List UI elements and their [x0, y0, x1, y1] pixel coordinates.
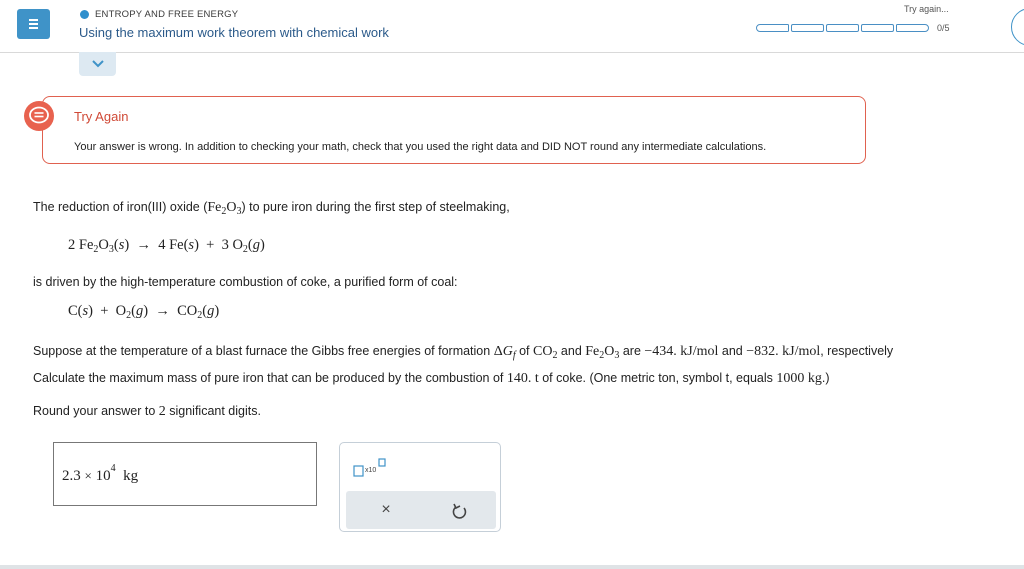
undo-button[interactable] [450, 501, 470, 521]
tools-action-bar [346, 491, 496, 529]
answer-base: 10 [95, 468, 111, 484]
try-again-label: Try again... [904, 4, 949, 14]
collapse-toggle-button[interactable] [79, 52, 116, 76]
question-round-text [33, 404, 261, 420]
question-suppose-text [33, 344, 893, 361]
progress-segment [756, 24, 789, 32]
math-tools-panel [339, 442, 501, 532]
feedback-title: Try Again [74, 109, 129, 124]
gibbs-value-fe2o3: −832. kJ/mol [746, 344, 821, 359]
page-title: Using the maximum work theorem with chemical work [79, 25, 389, 40]
suppose-text-b: of [515, 344, 533, 358]
answer-unit: kg [123, 468, 139, 484]
fe2o3-formula: $Fe_2O_3$ [207, 200, 242, 217]
calc-text-b: of coke. (One metric ton, symbol t, equals [538, 371, 777, 385]
gibbs-value-co2: −434. kJ/mol [644, 344, 719, 359]
suppose-text-c: and [557, 344, 586, 358]
answer-input[interactable] [53, 442, 317, 506]
sig-digits-value: 2 [158, 404, 166, 419]
menu-icon-line [29, 23, 38, 25]
x10-label: x10 [365, 467, 377, 474]
round-text-a: Round your answer to [33, 404, 159, 418]
coke-mass-value: 140. t [506, 371, 539, 386]
bottom-divider [0, 565, 1024, 569]
chevron-down-icon [92, 60, 104, 68]
chat-error-icon [24, 101, 54, 131]
suppose-text-d: are [619, 344, 645, 358]
co2-formula: $CO_2$ [532, 344, 558, 361]
menu-icon [29, 19, 38, 21]
delta-g-symbol: $\Delta G_f$ [493, 344, 516, 361]
feedback-panel [42, 96, 866, 164]
question-calculate-text [33, 371, 830, 387]
feedback-message: Your answer is wrong. In addition to checking your math, check that you used the right data and DID NOT round any intermediate calculations. [74, 141, 767, 153]
intro-text-a: The reduction of iron(III) oxide ( [33, 200, 208, 214]
progress-segment [826, 24, 859, 32]
topic-dot-icon [80, 10, 89, 19]
suppose-text-f: , respectively [820, 344, 894, 358]
help-button[interactable] [1011, 8, 1024, 46]
menu-icon-line [29, 27, 38, 29]
calc-text-a: Calculate the maximum mass of pure iron that can be produced by the combustion of [33, 371, 507, 385]
answer-mantissa: 2.3 [62, 468, 81, 484]
x10-button[interactable] [352, 457, 388, 479]
calc-text-c: .) [821, 371, 830, 385]
score-label: 0/5 [937, 23, 950, 33]
top-bar [0, 0, 1024, 53]
progress-bar [756, 24, 929, 32]
clear-button[interactable]: × [381, 501, 391, 518]
reaction-equation-2: $C(s) + O_2(g) \to CO_2(g)$ [68, 303, 220, 321]
fe2o3-formula: $Fe_2O_3$ [585, 344, 620, 361]
speech-bubble-glyph [28, 106, 50, 126]
answer-times: × [84, 468, 92, 483]
suppose-text-e: and [718, 344, 747, 358]
menu-button[interactable] [17, 9, 50, 39]
progress-segment [791, 24, 824, 32]
question-driven-text: is driven by the high-temperature combustion of coke, a purified form of coal: [33, 275, 458, 289]
suppose-text-a: Suppose at the temperature of a blast furnace the Gibbs free energies of formation [33, 344, 494, 358]
question-intro [33, 200, 510, 217]
progress-segment [896, 24, 929, 32]
topic-label: ENTROPY AND FREE ENERGY [95, 9, 239, 20]
answer-exponent: 4 [110, 463, 116, 474]
reaction-equation-1: 2 $Fe_2O_3(s) \to 4$ Fe(s) + 3 $O_2(g)$ [68, 237, 265, 255]
undo-icon [450, 501, 470, 521]
progress-segment [861, 24, 894, 32]
intro-text-b: ) to pure iron during the first step of steelmaking, [241, 200, 510, 214]
metric-ton-value: 1000 kg [776, 371, 822, 386]
round-text-b: significant digits. [165, 404, 261, 418]
answer-value [62, 463, 138, 485]
